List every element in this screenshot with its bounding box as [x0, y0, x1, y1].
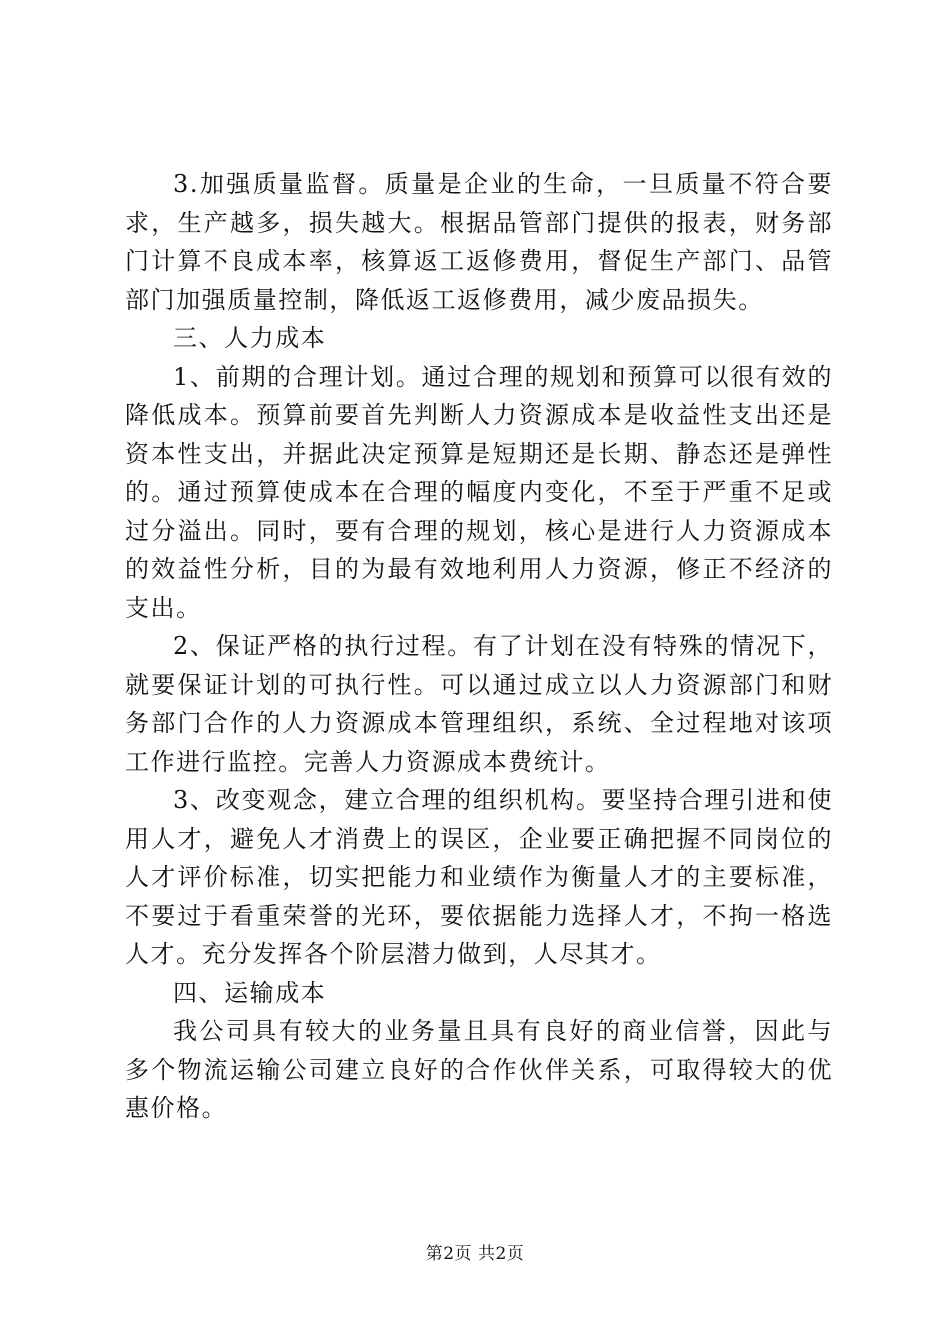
- document-body: [125, 165, 833, 1128]
- section-heading-labor-cost: 三、人力成本: [173, 324, 327, 352]
- page-number-label: 第2页 共2页: [425, 1244, 525, 1264]
- paragraph-quality-supervision: 3.加强质量监督。质量是企业的生命，一旦质量不符合要求，生产越多，损失越大。根据品管部门提供的报表，财务部门计算不良成本率，核算返工返修费用，督促生产部门、品管部门加强质量控制，降低返工返修费用，减少废品损失。: [125, 170, 833, 314]
- section-heading-transport-cost: 四、运输成本: [173, 978, 327, 1007]
- paragraph-early-planning: 1、前期的合理计划。通过合理的规划和预算可以很有效的降低成本。预算前要首先判断人力资源成本是收益性支出还是资本性支出，并据此决定预算是短期还是长期、静态还是弹性的。通过预算使成本在合理的幅度内变化，不至于严重不足或过分溢出。同时，要有合理的规划，核心是进行人力资源成本的效益性分析，目的为最有效地利用人力资源，修正不经济的支出。: [125, 362, 833, 622]
- paragraph-strict-execution: 2、保证严格的执行过程。有了计划在没有特殊的情况下，就要保证计划的可执行性。可以通过成立以人力资源部门和财务部门合作的人力资源成本管理组织，系统、全过程地对该项工作进行监控。完善人力资源成本费统计。: [125, 632, 833, 776]
- page-footer: [0, 1243, 950, 1265]
- paragraph-transport-partners: 我公司具有较大的业务量且具有良好的商业信誉，因此与多个物流运输公司建立良好的合作伙伴关系，可取得较大的优惠价格。: [125, 1017, 833, 1122]
- paragraph-change-concepts: 3、改变观念，建立合理的组织机构。要坚持合理引进和使用人才，避免人才消费上的误区，企业要正确把握不同岗位的人才评价标准，切实把能力和业绩作为衡量人才的主要标准，不要过于看重荣誉的光环，要依据能力选择人才，不拘一格选人才。充分发挥各个阶层潜力做到，人尽其才。: [125, 786, 833, 968]
